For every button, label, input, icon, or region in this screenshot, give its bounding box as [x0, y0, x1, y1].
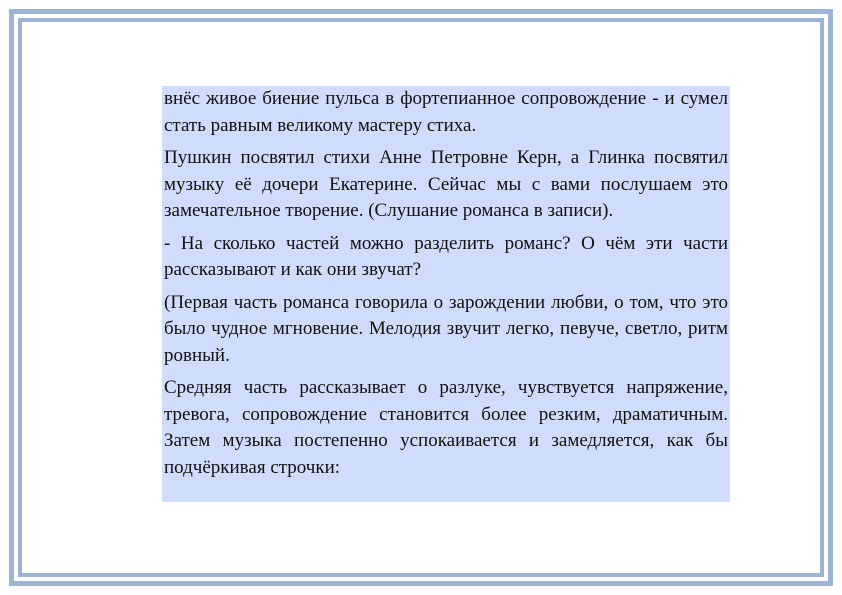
paragraph-1: внёс живое биение пульса в фортепианное сопровождение - и сумел стать равным великому мастеру стиха. [164, 88, 728, 136]
paragraph-3: - На сколько частей можно разделить романс? О чём эти части рассказывают и как они звучат? [164, 232, 728, 280]
paragraph-4: (Первая часть романса говорила о зарождении любви, о том, что это было чудное мгновение. Мелодия звучит легко, певуче, светло, ритм ровный. [164, 291, 728, 366]
paragraph-5: Средняя часть рассказывает о разлуке, чувствуется напряжение, тревога, сопровождение становится более резким, драматичным. Затем музыка постепенно успокаивается и замедляется, как бы подчёркивая строчки: [164, 377, 728, 478]
text-block [162, 86, 730, 502]
paragraph-2: Пушкин посвятил стихи Анне Петровне Керн, а Глинка посвятил музыку её дочери Екатерине. Сейчас мы с вами послушаем это замечательное творение. (Слушание романса в записи). [164, 147, 728, 221]
